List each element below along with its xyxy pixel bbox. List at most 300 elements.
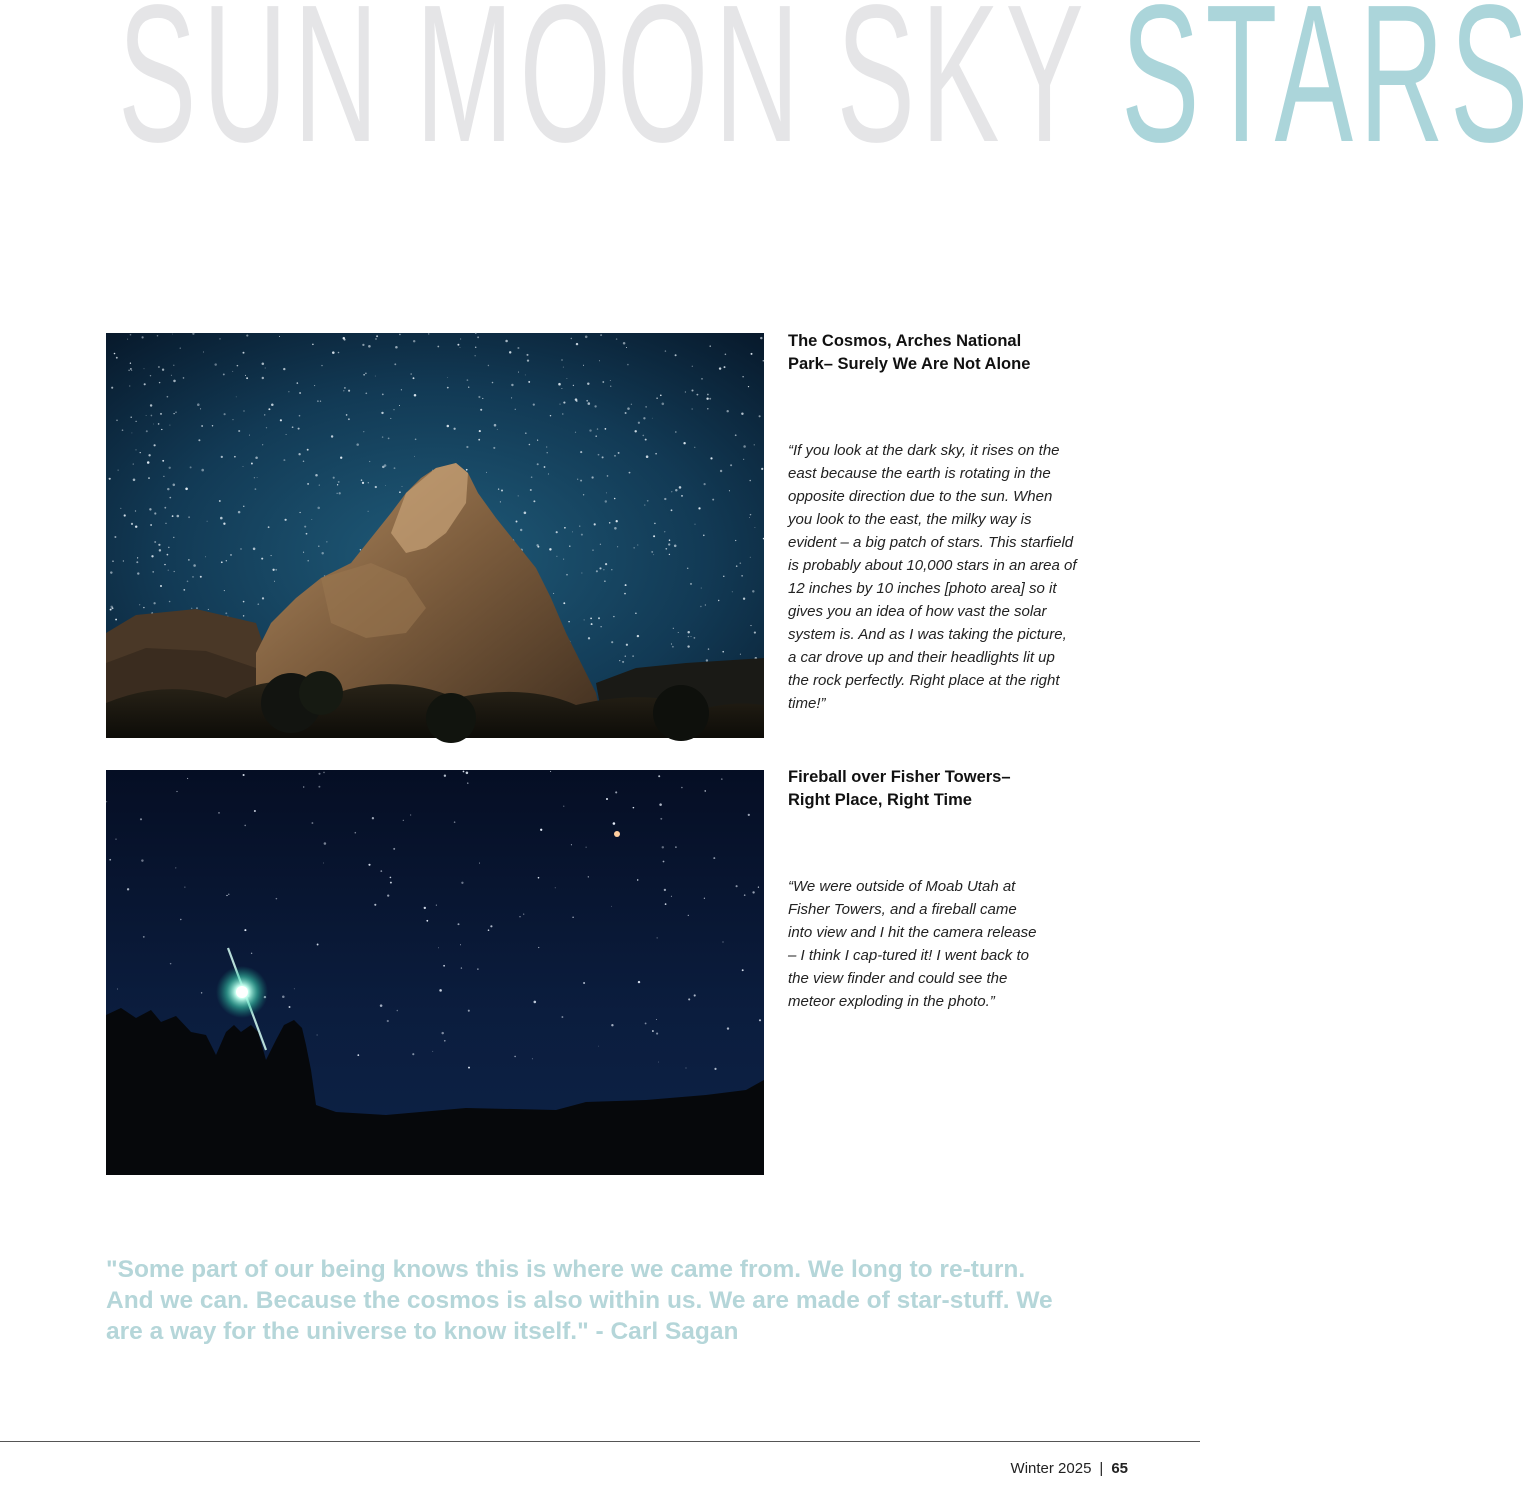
star-dot xyxy=(135,525,137,527)
star-dot xyxy=(161,429,162,430)
star-dot xyxy=(494,424,497,427)
star-dot xyxy=(114,536,116,538)
star-dot xyxy=(226,895,227,896)
star-dot xyxy=(692,409,693,410)
star-dot xyxy=(318,546,319,547)
star-dot xyxy=(294,988,295,989)
star-dot xyxy=(478,439,480,441)
star-dot xyxy=(749,480,751,482)
star-dot xyxy=(214,363,216,365)
star-dot xyxy=(583,365,584,366)
star-dot xyxy=(137,572,139,574)
star-dot xyxy=(447,387,449,389)
star-dot xyxy=(479,863,480,864)
star-dot xyxy=(516,521,518,523)
caption-title: Fireball over Fisher Towers– Right Place, Right Time xyxy=(788,768,1011,809)
star-dot xyxy=(637,635,639,637)
star-dot xyxy=(363,374,365,376)
star-dot xyxy=(343,390,344,391)
star-dot xyxy=(537,440,538,441)
star-dot xyxy=(187,778,188,779)
star-dot xyxy=(129,386,130,387)
star-dot xyxy=(763,360,765,362)
star-dot xyxy=(547,452,548,453)
star-dot xyxy=(415,438,417,440)
star-dot xyxy=(572,916,574,918)
issue-label: Winter 2025 xyxy=(1010,1460,1092,1477)
star-dot xyxy=(748,386,749,387)
star-dot xyxy=(192,333,194,335)
star-dot xyxy=(315,474,318,477)
star-dot xyxy=(488,929,490,931)
star-dot xyxy=(563,402,565,404)
star-dot xyxy=(633,807,635,809)
star-dot xyxy=(175,867,176,868)
star-dot xyxy=(146,415,147,416)
star-dot xyxy=(303,552,304,553)
star-dot xyxy=(157,335,159,337)
star-dot xyxy=(382,394,384,396)
star-dot xyxy=(652,418,653,419)
star-dot xyxy=(246,377,248,379)
star-dot xyxy=(461,882,463,884)
star-dot xyxy=(704,898,705,899)
star-dot xyxy=(523,914,524,915)
star-dot xyxy=(333,477,335,479)
star-dot xyxy=(520,529,522,531)
star-dot xyxy=(154,541,156,543)
star-dot xyxy=(251,953,252,954)
star-dot xyxy=(645,406,646,407)
star-dot xyxy=(500,501,501,502)
star-dot xyxy=(207,521,208,522)
star-dot xyxy=(133,463,134,464)
headline-word-sky: SKY xyxy=(836,0,1090,183)
star-dot xyxy=(380,1004,383,1007)
star-dot xyxy=(637,879,638,880)
star-dot xyxy=(369,461,370,462)
star-dot xyxy=(164,564,165,565)
star-dot xyxy=(595,435,597,437)
star-dot xyxy=(162,460,164,462)
star-dot xyxy=(271,555,272,556)
star-dot xyxy=(160,585,162,587)
star-dot xyxy=(175,412,176,413)
star-dot xyxy=(662,846,664,848)
star-dot xyxy=(223,373,225,375)
star-dot xyxy=(220,517,223,520)
star-dot xyxy=(112,560,114,562)
star-dot xyxy=(627,407,630,410)
star-dot xyxy=(173,413,174,414)
star-dot xyxy=(297,382,299,384)
star-dot xyxy=(566,378,567,379)
star-dot xyxy=(615,791,617,793)
star-dot xyxy=(707,408,709,410)
star-dot xyxy=(603,569,604,570)
star-dot xyxy=(714,1068,716,1070)
star-dot xyxy=(394,363,396,365)
star-dot xyxy=(533,500,535,502)
star-dot xyxy=(575,398,578,401)
star-dot xyxy=(224,413,226,415)
star-dot xyxy=(548,474,549,475)
star-dot xyxy=(663,861,665,863)
star-dot xyxy=(158,366,160,368)
star-dot xyxy=(466,469,468,471)
star-dot xyxy=(475,332,477,334)
star-dot xyxy=(700,606,701,607)
star-dot xyxy=(580,451,582,453)
star-dot xyxy=(588,637,590,639)
star-dot xyxy=(381,412,383,414)
star-dot xyxy=(413,377,415,379)
star-dot xyxy=(376,335,378,337)
star-dot xyxy=(607,475,609,477)
star-dot xyxy=(691,389,693,391)
star-dot xyxy=(454,821,456,823)
star-dot xyxy=(524,512,527,515)
star-dot xyxy=(587,382,589,384)
star-dot xyxy=(338,481,340,483)
star-dot xyxy=(675,431,677,433)
star-dot xyxy=(360,549,361,550)
star-dot xyxy=(619,660,620,661)
caption-quote: “If you look at the dark sky, it rises on the east because the earth is rotating in the opposite direction due to the sun. When you look to the east, the milky way is evident – a big patch of stars. This starfield is probably about 10,000 stars in an area of 12 inches by 10 inches [photo area] so it gives you an idea of how vast the solar system is. And as I was taking the picture, a car drove up and their headlights lit up the rock perfectly. Right place at the right time!” xyxy=(788,442,1077,712)
star-dot xyxy=(276,898,278,900)
star-dot xyxy=(645,439,647,441)
star-dot xyxy=(695,524,696,525)
star-dot xyxy=(561,1016,563,1018)
star-dot xyxy=(671,644,672,645)
star-dot xyxy=(724,366,726,368)
star-dot xyxy=(197,403,200,406)
star-dot xyxy=(533,404,535,406)
star-dot xyxy=(306,533,308,535)
star-dot xyxy=(188,516,190,518)
star-dot xyxy=(613,616,614,617)
star-dot xyxy=(589,429,591,431)
star-dot xyxy=(219,500,221,502)
star-dot xyxy=(596,570,598,572)
star-dot xyxy=(410,814,411,815)
star-dot xyxy=(611,1024,613,1026)
star-dot xyxy=(660,395,662,397)
star-dot xyxy=(152,571,154,573)
star-dot xyxy=(331,435,333,437)
star-dot xyxy=(324,842,327,845)
star-dot xyxy=(262,377,264,379)
star-dot xyxy=(617,546,618,547)
star-dot xyxy=(238,511,241,513)
star-dot xyxy=(585,336,588,339)
star-dot xyxy=(304,526,306,528)
star-dot xyxy=(744,894,746,896)
star-dot xyxy=(136,449,137,450)
star-dot xyxy=(251,463,253,465)
star-dot xyxy=(525,432,527,434)
star-dot xyxy=(314,385,315,386)
star-dot xyxy=(123,560,124,561)
headline-word-sun: SUN xyxy=(118,0,385,183)
headline-word-moon: MOON xyxy=(415,0,806,183)
star-dot xyxy=(151,555,153,557)
star-dot xyxy=(742,376,743,377)
star-dot xyxy=(303,786,304,787)
star-dot xyxy=(626,644,628,646)
star-dot xyxy=(537,463,539,465)
star-dot xyxy=(466,446,468,448)
star-dot xyxy=(191,608,192,609)
star-dot xyxy=(488,365,489,366)
star-dot xyxy=(338,352,340,354)
star-dot xyxy=(110,609,112,611)
star-dot xyxy=(457,344,459,346)
star-dot xyxy=(604,580,606,582)
star-dot xyxy=(754,632,756,634)
star-dot xyxy=(671,509,673,511)
star-dot xyxy=(623,342,626,345)
star-dot xyxy=(257,477,258,478)
star-dot xyxy=(221,561,223,563)
star-dot xyxy=(438,947,439,948)
star-dot xyxy=(568,621,570,623)
star-dot xyxy=(758,887,759,888)
star-dot xyxy=(390,877,392,879)
star-dot xyxy=(348,418,350,420)
star-dot xyxy=(712,499,714,501)
star-dot xyxy=(475,347,477,349)
star-dot xyxy=(656,397,658,399)
star-dot xyxy=(642,435,644,437)
headline-word-stars: STARS xyxy=(1121,0,1534,183)
star-dot xyxy=(591,476,593,478)
star-dot xyxy=(122,429,124,431)
star-dot xyxy=(144,368,145,369)
star-dot xyxy=(436,905,437,906)
star-dot xyxy=(530,489,532,491)
star-dot xyxy=(634,430,636,432)
star-dot xyxy=(110,606,112,608)
star-dot xyxy=(694,637,696,639)
star-dot xyxy=(665,350,666,351)
arches-starfield-photo xyxy=(106,333,764,738)
star-dot xyxy=(159,382,160,383)
star-dot xyxy=(759,415,761,417)
star-dot xyxy=(169,467,171,469)
star-dot xyxy=(208,609,209,610)
star-dot xyxy=(115,839,116,840)
star-dot xyxy=(180,348,181,349)
star-dot xyxy=(664,498,666,500)
star-dot xyxy=(242,466,243,467)
star-dot xyxy=(544,466,546,468)
star-dot xyxy=(106,801,107,802)
star-dot xyxy=(173,380,176,383)
star-dot xyxy=(262,597,264,599)
star-dot xyxy=(562,413,563,414)
star-dot xyxy=(553,593,554,594)
star-dot xyxy=(560,404,561,405)
star-dot xyxy=(393,848,395,850)
star-dot xyxy=(573,385,574,386)
star-dot xyxy=(669,539,671,541)
star-dot xyxy=(375,338,376,339)
star-dot xyxy=(443,965,445,967)
star-dot xyxy=(176,791,177,792)
star-dot xyxy=(298,453,300,455)
star-dot xyxy=(218,812,219,813)
star-dot xyxy=(151,415,153,417)
star-dot xyxy=(536,544,538,546)
star-dot xyxy=(563,806,564,807)
star-dot xyxy=(299,512,300,513)
folio-separator: | xyxy=(1099,1460,1104,1477)
star-dot xyxy=(200,576,202,578)
star-dot xyxy=(749,517,750,518)
star-dot xyxy=(236,397,237,398)
star-dot xyxy=(321,552,323,554)
star-dot xyxy=(625,656,626,657)
star-dot xyxy=(190,466,192,468)
star-dot xyxy=(131,432,132,433)
star-dot xyxy=(130,416,131,417)
star-dot xyxy=(594,523,596,525)
star-dot xyxy=(243,352,245,354)
star-dot xyxy=(706,659,708,661)
star-dot xyxy=(566,574,568,576)
star-dot xyxy=(653,535,655,537)
star-dot xyxy=(644,505,645,506)
star-dot xyxy=(675,354,677,356)
star-dot xyxy=(292,426,294,428)
star-dot xyxy=(588,402,591,405)
star-dot xyxy=(148,477,150,479)
star-dot xyxy=(614,455,616,457)
star-dot xyxy=(167,396,169,398)
star-dot xyxy=(538,947,539,948)
star-dot xyxy=(598,617,600,619)
star-dot xyxy=(109,859,111,861)
star-dot xyxy=(388,438,390,440)
star-dot xyxy=(752,891,754,893)
star-dot xyxy=(160,413,162,415)
star-dot xyxy=(167,488,169,490)
star-dot xyxy=(572,531,573,532)
page-number: 65 xyxy=(1111,1460,1128,1477)
star-dot xyxy=(130,363,131,364)
star-dot xyxy=(447,425,450,428)
star-dot xyxy=(200,408,201,409)
star-dot xyxy=(482,398,483,399)
star-dot xyxy=(722,941,723,942)
star-dot xyxy=(169,497,171,499)
star-dot xyxy=(517,347,519,349)
star-dot xyxy=(245,375,246,376)
star-dot xyxy=(704,483,706,485)
star-dot xyxy=(665,548,667,550)
star-dot xyxy=(116,357,118,359)
star-dot xyxy=(563,602,565,604)
star-dot xyxy=(583,494,584,495)
star-dot xyxy=(171,375,172,376)
star-dot xyxy=(675,846,677,848)
star-dot xyxy=(624,593,626,595)
star-dot xyxy=(546,446,547,447)
star-dot xyxy=(394,409,395,410)
star-dot xyxy=(468,387,469,388)
star-dot xyxy=(311,822,313,824)
star-dot xyxy=(556,531,558,533)
star-dot xyxy=(238,430,240,432)
star-dot xyxy=(638,981,640,983)
carl-sagan-pull-quote: "Some part of our being knows this is where we came from. We long to re-turn. And we can. Because the cosmos is also within us. We are made of star-stuff. We are a way for the universe to know itself." - Carl Sagan xyxy=(106,1256,1053,1345)
star-dot xyxy=(477,336,479,338)
star-dot xyxy=(150,404,152,406)
star-dot xyxy=(283,368,285,370)
star-dot xyxy=(681,495,683,497)
star-dot xyxy=(688,915,689,916)
star-dot xyxy=(346,414,348,416)
star-dot xyxy=(385,485,386,486)
star-dot xyxy=(253,548,256,551)
star-dot xyxy=(723,576,724,577)
star-dot xyxy=(707,394,709,396)
star-dot xyxy=(432,1051,433,1052)
star-dot xyxy=(534,1001,537,1004)
star-dot xyxy=(243,506,244,507)
star-dot xyxy=(710,457,712,459)
star-dot xyxy=(326,541,327,542)
star-dot xyxy=(268,526,270,528)
star-dot xyxy=(514,1056,515,1057)
star-dot xyxy=(752,590,754,592)
star-dot xyxy=(618,452,620,454)
star-dot xyxy=(611,569,612,570)
star-dot xyxy=(368,345,371,348)
star-dot xyxy=(708,648,709,649)
star-dot xyxy=(497,429,498,430)
star-dot xyxy=(754,444,755,445)
star-dot xyxy=(701,588,702,589)
star-dot xyxy=(561,388,562,389)
star-dot xyxy=(284,519,286,521)
star-dot xyxy=(272,569,274,571)
star-dot xyxy=(221,456,223,458)
star-dot xyxy=(428,333,430,335)
star-dot xyxy=(493,447,495,449)
star-dot xyxy=(460,338,461,339)
star-dot xyxy=(266,427,267,428)
star-dot xyxy=(426,920,428,922)
star-dot xyxy=(140,818,142,820)
star-dot xyxy=(600,334,602,336)
star-dot xyxy=(187,580,189,582)
star-dot xyxy=(124,514,126,516)
star-dot xyxy=(532,1058,533,1059)
star-dot xyxy=(401,389,402,390)
star-dot xyxy=(395,346,398,349)
star-dot xyxy=(688,998,690,1000)
star-dot xyxy=(268,408,270,410)
star-dot xyxy=(511,397,512,398)
star-dot xyxy=(170,963,172,965)
star-dot xyxy=(467,783,468,784)
star-dot xyxy=(740,562,742,564)
star-dot xyxy=(144,383,146,385)
star-dot xyxy=(605,500,607,502)
star-dot xyxy=(320,401,321,402)
